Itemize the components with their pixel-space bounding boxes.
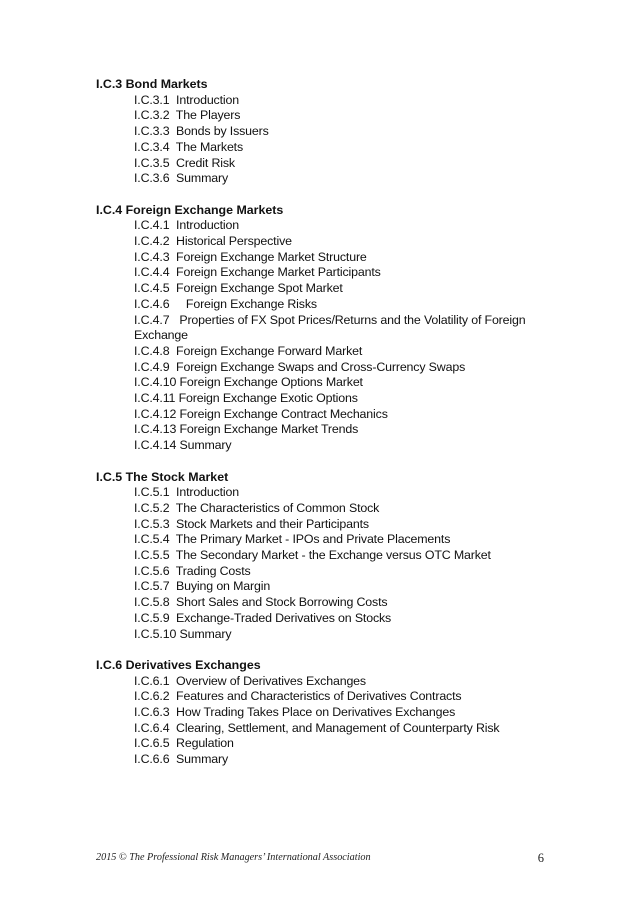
toc-entry: I.C.4.1 Introduction	[134, 218, 239, 233]
toc-entry: I.C.6.2 Features and Characteristics of Derivatives Contracts	[134, 689, 462, 704]
section-derivatives-exchanges	[96, 658, 576, 768]
section-stock-market	[96, 470, 576, 643]
toc-entry: I.C.6.6 Summary	[134, 752, 228, 767]
toc-entry: I.C.5.4 The Primary Market - IPOs and Private Placements	[134, 532, 451, 547]
section-title: I.C.5 The Stock Market	[96, 469, 229, 484]
toc-entry: I.C.4.13 Foreign Exchange Market Trends	[134, 422, 359, 437]
page-footer	[96, 852, 544, 868]
toc-entry: I.C.3.3 Bonds by Issuers	[134, 124, 269, 139]
toc-entry: I.C.5.7 Buying on Margin	[134, 579, 271, 594]
section-title: I.C.3 Bond Markets	[96, 77, 208, 91]
toc-entry: I.C.4.8 Foreign Exchange Forward Market	[134, 343, 363, 358]
section-foreign-exchange-markets	[96, 203, 576, 454]
toc-entry: I.C.5.5 The Secondary Market - the Exchange versus OTC Market	[134, 548, 491, 563]
toc-entry: I.C.3.6 Summary	[134, 171, 228, 186]
toc-entry: I.C.5.1 Introduction	[134, 485, 239, 500]
toc-entry: I.C.4.14 Summary	[134, 438, 232, 453]
footer-copyright: 2015 © The Professional Risk Managers’ International Association	[96, 852, 371, 863]
toc-entry: I.C.6.3 How Trading Takes Place on Derivatives Exchanges	[134, 705, 456, 720]
toc-entry: I.C.4.12 Foreign Exchange Contract Mechanics	[134, 406, 388, 421]
section-title: I.C.4 Foreign Exchange Markets	[96, 202, 284, 217]
table-of-contents	[96, 77, 576, 784]
toc-entry: I.C.5.8 Short Sales and Stock Borrowing Costs	[134, 595, 388, 610]
toc-entry: I.C.6.5 Regulation	[134, 736, 234, 751]
toc-entry: I.C.6.4 Clearing, Settlement, and Management of Counterparty Risk	[134, 720, 500, 735]
toc-entry: I.C.5.9 Exchange-Traded Derivatives on Stocks	[134, 610, 392, 625]
section-title: I.C.6 Derivatives Exchanges	[96, 657, 261, 672]
toc-entry: I.C.4.10 Foreign Exchange Options Market	[134, 375, 363, 390]
toc-entry: I.C.4.9 Foreign Exchange Swaps and Cross-Currency Swaps	[134, 359, 466, 374]
toc-entry: I.C.5.6 Trading Costs	[134, 563, 251, 578]
toc-entry: I.C.4.3 Foreign Exchange Market Structure	[134, 249, 367, 264]
section-bond-markets	[96, 77, 576, 187]
toc-entry: I.C.4.6 Foreign Exchange Risks	[134, 296, 317, 311]
toc-entry: I.C.4.2 Historical Perspective	[134, 233, 292, 248]
toc-entry: I.C.3.4 The Markets	[134, 139, 244, 154]
page-number: 6	[537, 851, 544, 865]
toc-entry: I.C.5.10 Summary	[134, 626, 232, 641]
toc-entry: I.C.3.5 Credit Risk	[134, 155, 235, 170]
toc-entry: I.C.3.1 Introduction	[134, 92, 239, 107]
toc-entry: I.C.4.11 Foreign Exchange Exotic Options	[134, 391, 358, 406]
toc-entry: I.C.4.7 Properties of FX Spot Prices/Returns and the Volatility of Foreign Exchange	[134, 312, 529, 343]
toc-entry: I.C.4.5 Foreign Exchange Spot Market	[134, 281, 343, 296]
toc-entry: I.C.4.4 Foreign Exchange Market Participants	[134, 265, 381, 280]
toc-entry: I.C.6.1 Overview of Derivatives Exchanges	[134, 673, 366, 688]
toc-entry: I.C.3.2 The Players	[134, 108, 241, 123]
toc-entry: I.C.5.3 Stock Markets and their Participants	[134, 516, 369, 531]
toc-entry: I.C.5.2 The Characteristics of Common Stock	[134, 500, 380, 515]
